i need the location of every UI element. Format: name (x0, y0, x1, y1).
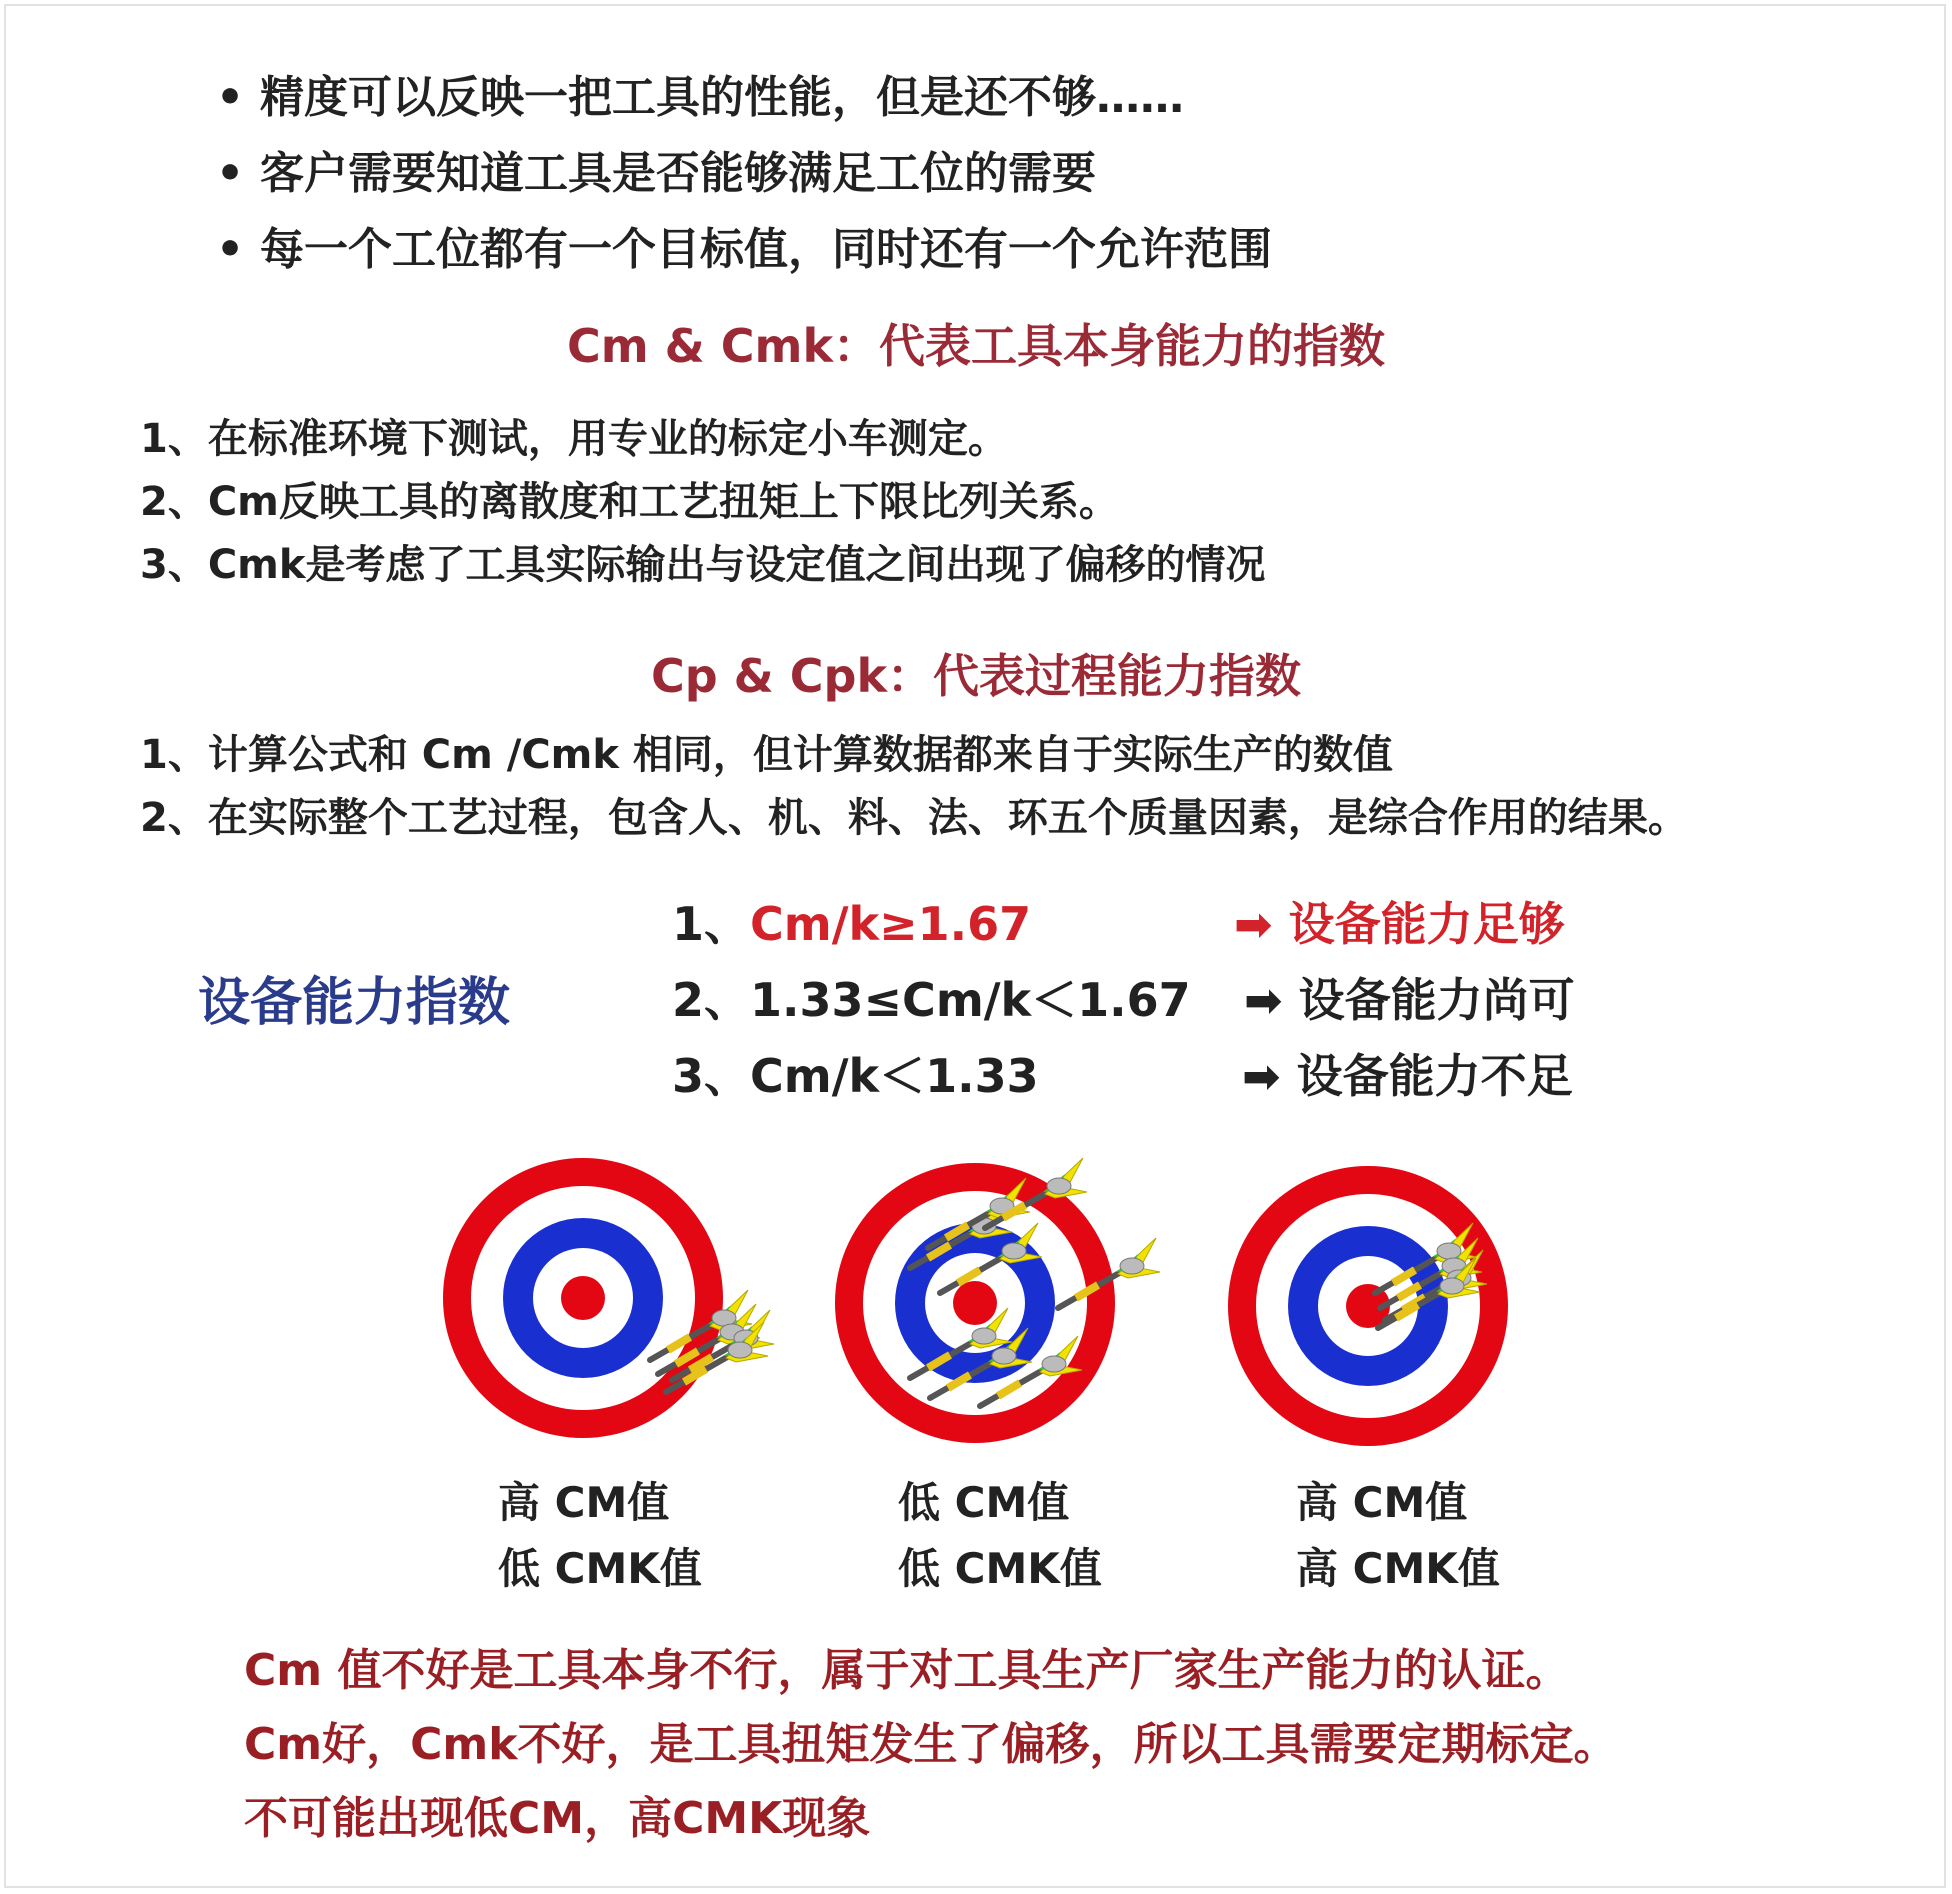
dartboard-high-cm-low-cmk (443, 1158, 774, 1438)
rule-result: 设备能力尚可 (1298, 973, 1575, 1027)
conclusion-line: Cm 值不好是工具本身不行，属于对工具生产厂家生产能力的认证。 (244, 1645, 1570, 1696)
capability-index-label: 设备能力指数 (198, 973, 511, 1033)
dartboard-high-cm-high-cmk (1228, 1166, 1508, 1446)
rule-prefix: 1、 (672, 897, 751, 951)
rule-result: 设备能力足够 (1288, 897, 1565, 951)
dartboard-low-cm-low-cmk (835, 1158, 1160, 1443)
cp-item: 1、计算公式和 Cm /Cmk 相同，但计算数据都来自于实际生产的数值 (140, 732, 1393, 778)
target-caption-3 (1296, 1470, 1500, 1602)
dartboard-illustration (440, 1148, 1510, 1448)
capability-result-3 (1242, 1040, 1573, 1106)
intro-bullet: • 每一个工位都有一个目标值，同时还有一个允许范围 (200, 212, 1272, 288)
conclusion-line: Cm好，Cmk不好，是工具扭矩发生了偏移，所以工具需要定期标定。 (244, 1719, 1618, 1770)
caption-line: 高 CM值 (1296, 1478, 1468, 1527)
target-caption-2 (898, 1470, 1102, 1602)
cp-item: 2、在实际整个工艺过程，包含人、机、料、法、环五个质量因素，是综合作用的结果。 (140, 795, 1688, 841)
arrow-right-icon: ➡ (1234, 897, 1273, 951)
cp-section-list (140, 724, 1688, 850)
rule-condition: Cm/k＜1.33 (750, 1049, 1039, 1103)
caption-line: 高 CM值 (498, 1478, 670, 1527)
cm-item: 2、Cm反映工具的离散度和工艺扭矩上下限比列关系。 (140, 479, 1119, 525)
caption-line: 低 CMK值 (498, 1544, 702, 1593)
capability-result-2 (1244, 964, 1575, 1030)
capability-rule-1 (672, 888, 1031, 954)
intro-bullet-list (200, 60, 1272, 288)
rule-prefix: 2、 (672, 973, 751, 1027)
conclusion-line: 不可能出现低CM，高CMK现象 (244, 1793, 871, 1844)
intro-bullet: • 精度可以反映一把工具的性能，但是还不够…… (200, 60, 1272, 136)
capability-result-1 (1234, 888, 1565, 954)
caption-line: 低 CM值 (898, 1478, 1070, 1527)
caption-line: 低 CMK值 (898, 1544, 1102, 1593)
cm-section-list (140, 408, 1265, 597)
rule-result: 设备能力不足 (1296, 1049, 1573, 1103)
cm-section-heading: Cm & Cmk：代表工具本身能力的指数 (566, 319, 1386, 373)
capability-rule-3 (672, 1040, 1039, 1106)
cm-item: 3、Cmk是考虑了工具实际输出与设定值之间出现了偏移的情况 (140, 542, 1266, 588)
rule-condition: 1.33≤Cm/k＜1.67 (750, 973, 1191, 1027)
arrow-right-icon: ➡ (1242, 1049, 1281, 1103)
arrow-right-icon: ➡ (1244, 973, 1283, 1027)
cp-section-heading: Cp & Cpk：代表过程能力指数 (650, 649, 1302, 703)
intro-bullet: • 客户需要知道工具是否能够满足工位的需要 (200, 136, 1272, 212)
caption-line: 高 CMK值 (1296, 1544, 1500, 1593)
rule-condition: Cm/k≥1.67 (750, 897, 1032, 951)
capability-rule-2 (672, 964, 1191, 1030)
conclusion-list (244, 1634, 1618, 1856)
rule-prefix: 3、 (672, 1049, 751, 1103)
target-caption-1 (498, 1470, 702, 1602)
cm-item: 1、在标准环境下测试，用专业的标定小车测定。 (140, 416, 1008, 462)
